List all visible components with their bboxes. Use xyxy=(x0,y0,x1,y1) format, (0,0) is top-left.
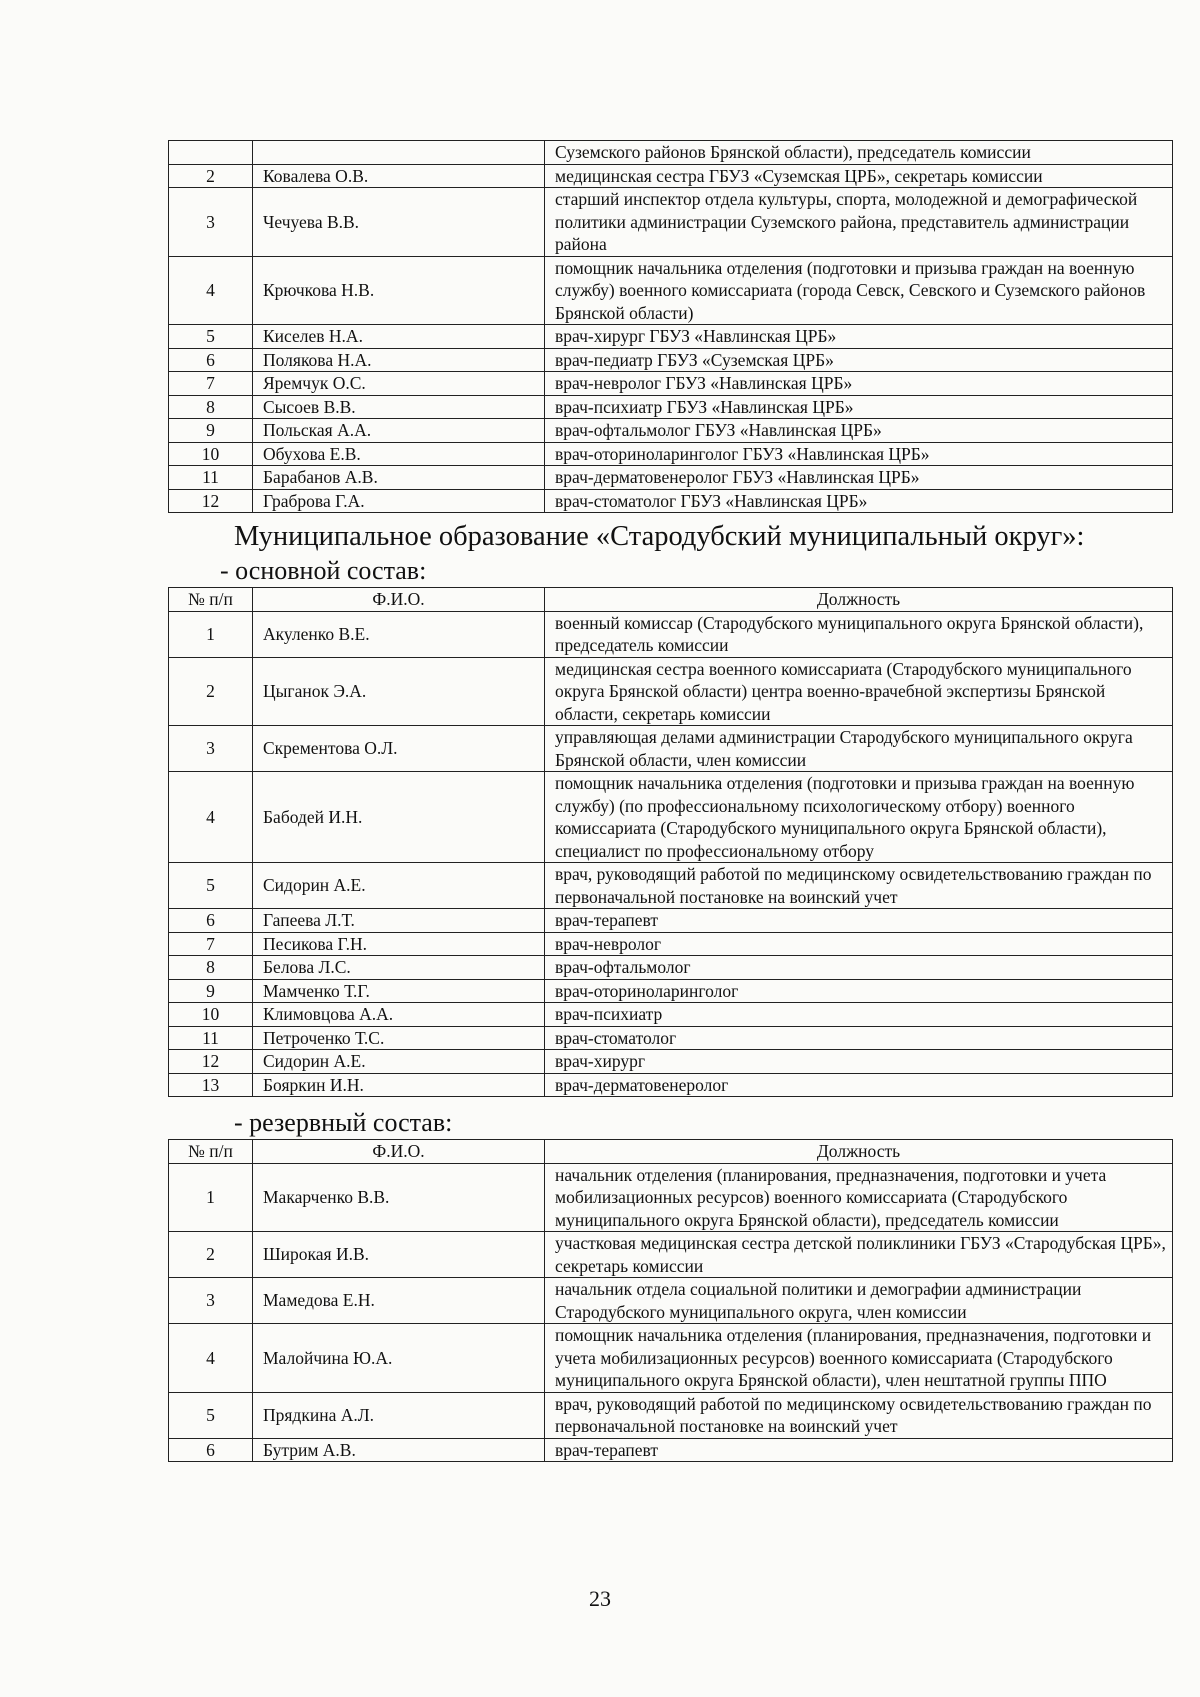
table-row xyxy=(169,611,1173,657)
table-reserve-composition xyxy=(168,1139,1173,1462)
row-position: врач-хирург xyxy=(545,1050,1173,1074)
row-number: 12 xyxy=(169,489,253,513)
row-fio: Гапеева Л.Т. xyxy=(253,909,545,933)
row-number: 10 xyxy=(169,1003,253,1027)
table-main-composition xyxy=(168,587,1173,1097)
header-position: Должность xyxy=(545,1140,1173,1164)
row-fio: Белова Л.С. xyxy=(253,956,545,980)
row-fio: Прядкина А.Л. xyxy=(253,1392,545,1438)
table-row xyxy=(169,979,1173,1003)
table-row xyxy=(169,442,1173,466)
row-position: врач-офтальмолог xyxy=(545,956,1173,980)
header-position: Должность xyxy=(545,588,1173,612)
table-row xyxy=(169,1050,1173,1074)
row-number xyxy=(169,141,253,165)
row-position: старший инспектор отдела культуры, спорта, молодежной и демографической политики администрации Суземского района, представитель администрации района xyxy=(545,188,1173,257)
row-position: врач-психиатр xyxy=(545,1003,1173,1027)
row-fio: Широкая И.В. xyxy=(253,1232,545,1278)
row-number: 13 xyxy=(169,1073,253,1097)
row-position: врач-психиатр ГБУЗ «Навлинская ЦРБ» xyxy=(545,395,1173,419)
row-number: 5 xyxy=(169,863,253,909)
row-position: начальник отделения (планирования, предназначения, подготовки и учета мобилизационных ресурсов) военного комиссариата (Стародубского муниципального округа Брянской области), председатель комиссии xyxy=(545,1163,1173,1232)
row-fio: Яремчук О.С. xyxy=(253,372,545,396)
row-position: врач, руководящий работой по медицинскому освидетельствованию граждан по первоначальной постановке на воинский учет xyxy=(545,1392,1173,1438)
row-position: врач-терапевт xyxy=(545,1438,1173,1462)
row-number: 11 xyxy=(169,466,253,490)
row-number: 5 xyxy=(169,1392,253,1438)
row-position: врач-невролог ГБУЗ «Навлинская ЦРБ» xyxy=(545,372,1173,396)
table-continued xyxy=(168,140,1173,513)
row-position: военный комиссар (Стародубского муниципального округа Брянской области), председатель комиссии xyxy=(545,611,1173,657)
row-number: 12 xyxy=(169,1050,253,1074)
row-number: 2 xyxy=(169,164,253,188)
row-fio: Климовцова А.А. xyxy=(253,1003,545,1027)
table-row xyxy=(169,726,1173,772)
table-row xyxy=(169,188,1173,257)
row-number: 6 xyxy=(169,909,253,933)
row-number: 11 xyxy=(169,1026,253,1050)
row-fio: Крючкова Н.В. xyxy=(253,256,545,325)
table-row xyxy=(169,1163,1173,1232)
header-num: № п/п xyxy=(169,1140,253,1164)
table-row xyxy=(169,419,1173,443)
row-number: 10 xyxy=(169,442,253,466)
row-number: 3 xyxy=(169,726,253,772)
row-fio: Мамченко Т.Г. xyxy=(253,979,545,1003)
row-position: врач-оториноларинголог xyxy=(545,979,1173,1003)
row-position: врач-офтальмолог ГБУЗ «Навлинская ЦРБ» xyxy=(545,419,1173,443)
row-fio: Барабанов А.В. xyxy=(253,466,545,490)
table-row xyxy=(169,395,1173,419)
row-number: 2 xyxy=(169,657,253,726)
row-position: начальник отдела социальной политики и демографии администрации Стародубского муниципального округа, член комиссии xyxy=(545,1278,1173,1324)
table-row xyxy=(169,1003,1173,1027)
row-number: 4 xyxy=(169,256,253,325)
header-num: № п/п xyxy=(169,588,253,612)
row-position: управляющая делами администрации Стародубского муниципального округа Брянской области, член комиссии xyxy=(545,726,1173,772)
row-position: врач-педиатр ГБУЗ «Суземская ЦРБ» xyxy=(545,348,1173,372)
table-row xyxy=(169,1324,1173,1393)
row-fio: Цыганок Э.А. xyxy=(253,657,545,726)
row-number: 1 xyxy=(169,1163,253,1232)
row-fio: Бабодей И.Н. xyxy=(253,772,545,863)
row-fio: Бояркин И.Н. xyxy=(253,1073,545,1097)
row-fio: Скрементова О.Л. xyxy=(253,726,545,772)
row-position: врач-стоматолог xyxy=(545,1026,1173,1050)
row-number: 6 xyxy=(169,1438,253,1462)
table-row xyxy=(169,325,1173,349)
table-row xyxy=(169,256,1173,325)
row-number: 7 xyxy=(169,372,253,396)
row-number: 5 xyxy=(169,325,253,349)
header-fio: Ф.И.О. xyxy=(253,588,545,612)
row-fio: Макарченко В.В. xyxy=(253,1163,545,1232)
table-header-row xyxy=(169,1140,1173,1164)
table-row xyxy=(169,348,1173,372)
row-position: Суземского районов Брянской области), председатель комиссии xyxy=(545,141,1173,165)
table-row xyxy=(169,164,1173,188)
row-number: 9 xyxy=(169,979,253,1003)
row-fio: Бутрим А.В. xyxy=(253,1438,545,1462)
row-position: помощник начальника отделения (планирования, предназначения, подготовки и учета мобилизационных ресурсов) военного комиссариата (Стародубского муниципального округа Брянской области), член нештатной группы ППО xyxy=(545,1324,1173,1393)
row-position: врач-дерматовенеролог xyxy=(545,1073,1173,1097)
row-number: 4 xyxy=(169,1324,253,1393)
row-position: врач-оториноларинголог ГБУЗ «Навлинская ЦРБ» xyxy=(545,442,1173,466)
table-row xyxy=(169,489,1173,513)
row-fio: Польская А.А. xyxy=(253,419,545,443)
main-composition-title: - основной состав: xyxy=(220,556,427,585)
table-row xyxy=(169,1438,1173,1462)
table-row xyxy=(169,1073,1173,1097)
row-position: участковая медицинская сестра детской поликлиники ГБУЗ «Стародубская ЦРБ», секретарь комиссии xyxy=(545,1232,1173,1278)
row-position: медицинская сестра ГБУЗ «Суземская ЦРБ», секретарь комиссии xyxy=(545,164,1173,188)
row-number: 3 xyxy=(169,1278,253,1324)
row-number: 8 xyxy=(169,956,253,980)
row-fio: Песикова Г.Н. xyxy=(253,932,545,956)
row-position: помощник начальника отделения (подготовки и призыва граждан на военную службу) военного комиссариата (города Севск, Севского и Суземского районов Брянской области) xyxy=(545,256,1173,325)
row-fio: Сысоев В.В. xyxy=(253,395,545,419)
row-fio xyxy=(253,141,545,165)
table-row xyxy=(169,1232,1173,1278)
row-fio: Обухова Е.В. xyxy=(253,442,545,466)
table-row xyxy=(169,932,1173,956)
row-position: врач-хирург ГБУЗ «Навлинская ЦРБ» xyxy=(545,325,1173,349)
table-row xyxy=(169,909,1173,933)
table-row xyxy=(169,863,1173,909)
row-fio: Мамедова Е.Н. xyxy=(253,1278,545,1324)
row-number: 9 xyxy=(169,419,253,443)
row-fio: Малойчина Ю.А. xyxy=(253,1324,545,1393)
table-row xyxy=(169,657,1173,726)
reserve-composition-title: - резервный состав: xyxy=(234,1108,453,1137)
table-row xyxy=(169,772,1173,863)
row-number: 6 xyxy=(169,348,253,372)
row-fio: Сидорин А.Е. xyxy=(253,863,545,909)
row-fio: Полякова Н.А. xyxy=(253,348,545,372)
row-fio: Граброва Г.А. xyxy=(253,489,545,513)
table-row xyxy=(169,372,1173,396)
table-header-row xyxy=(169,588,1173,612)
row-position: врач-стоматолог ГБУЗ «Навлинская ЦРБ» xyxy=(545,489,1173,513)
row-number: 3 xyxy=(169,188,253,257)
section-title: Муниципальное образование «Стародубский муниципальный округ»: xyxy=(234,521,1085,552)
row-number: 7 xyxy=(169,932,253,956)
table-row xyxy=(169,1026,1173,1050)
row-number: 2 xyxy=(169,1232,253,1278)
row-position: врач-невролог xyxy=(545,932,1173,956)
table-row xyxy=(169,466,1173,490)
row-fio: Ковалева О.В. xyxy=(253,164,545,188)
page-number: 23 xyxy=(589,1586,611,1611)
header-fio: Ф.И.О. xyxy=(253,1140,545,1164)
row-fio: Чечуева В.В. xyxy=(253,188,545,257)
row-fio: Киселев Н.А. xyxy=(253,325,545,349)
row-position: медицинская сестра военного комиссариата (Стародубского муниципального округа Брянской области) центра военно-врачебной экспертизы Брянской области, секретарь комиссии xyxy=(545,657,1173,726)
row-fio: Акуленко В.Е. xyxy=(253,611,545,657)
row-position: врач-дерматовенеролог ГБУЗ «Навлинская ЦРБ» xyxy=(545,466,1173,490)
row-fio: Петроченко Т.С. xyxy=(253,1026,545,1050)
row-number: 8 xyxy=(169,395,253,419)
row-fio: Сидорин А.Е. xyxy=(253,1050,545,1074)
table-row xyxy=(169,956,1173,980)
row-position: врач, руководящий работой по медицинскому освидетельствованию граждан по первоначальной постановке на воинский учет xyxy=(545,863,1173,909)
table-row xyxy=(169,141,1173,165)
row-number: 4 xyxy=(169,772,253,863)
table-row xyxy=(169,1392,1173,1438)
row-position: врач-терапевт xyxy=(545,909,1173,933)
row-position: помощник начальника отделения (подготовки и призыва граждан на военную службу) (по профессиональному психологическому отбору) военного комиссариата (Стародубского муниципального округа Брянской области), специалист по профессиональному отбору xyxy=(545,772,1173,863)
table-row xyxy=(169,1278,1173,1324)
row-number: 1 xyxy=(169,611,253,657)
